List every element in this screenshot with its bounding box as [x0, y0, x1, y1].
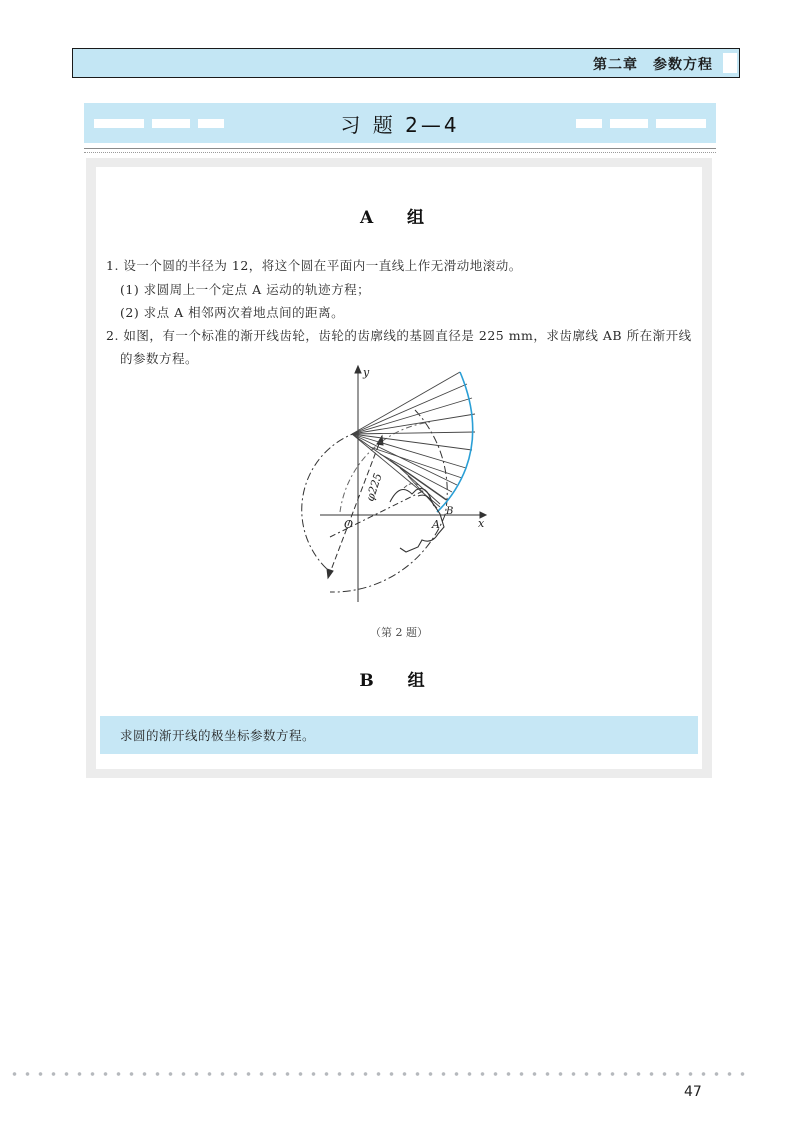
section-title-bar — [84, 103, 716, 143]
involute-gear-figure — [300, 362, 500, 612]
divider — [84, 152, 716, 153]
origin-label: O — [344, 518, 354, 531]
chapter-title: 第二章 参数方程 — [593, 57, 713, 73]
page-number: 47 — [684, 1084, 702, 1100]
header-tab-marker — [723, 53, 737, 73]
point-a-label: A — [432, 518, 440, 531]
figure-caption: （第 2 题） — [370, 626, 428, 639]
involute-curve — [437, 372, 473, 512]
group-b-exercise: 求圆的渐开线的极坐标参数方程。 — [120, 728, 316, 743]
footer-dotted-rule — [8, 1071, 748, 1077]
y-axis-arrow — [355, 366, 361, 373]
diameter-line — [328, 436, 385, 578]
x-axis-label: x — [478, 517, 485, 530]
exercise-2: 2. 如图，有一个标准的渐开线齿轮，齿轮的齿廓线的基圆直径是 225 mm，求齿廓线 AB 所在渐开线 — [106, 328, 692, 343]
y-axis-label: y — [363, 366, 370, 379]
diameter-label: φ225 — [363, 471, 385, 503]
diameter-arrow — [327, 569, 333, 578]
point-b-label: B — [446, 506, 454, 517]
base-circle-arc — [330, 410, 447, 592]
section-title: 习 题 2—4 — [340, 113, 460, 137]
exercise-1-part-2: (2) 求点 A 相邻两次着地点间的距离。 — [120, 305, 345, 320]
chapter-header — [72, 48, 740, 78]
exercise-2-continued: 的参数方程。 — [120, 351, 199, 366]
group-b-exercise-box — [100, 716, 698, 754]
divider — [84, 148, 716, 149]
group-a-title: A 组 — [359, 208, 439, 228]
exercise-1-part-1: (1) 求圆周上一个定点 A 运动的轨迹方程； — [120, 282, 371, 297]
dash-dot-arc — [302, 432, 358, 570]
exercise-1: 1. 设一个圆的半径为 12，将这个圆在平面内一直线上作无滑动地滚动。 — [106, 258, 522, 273]
group-b-title: B 组 — [359, 671, 439, 691]
